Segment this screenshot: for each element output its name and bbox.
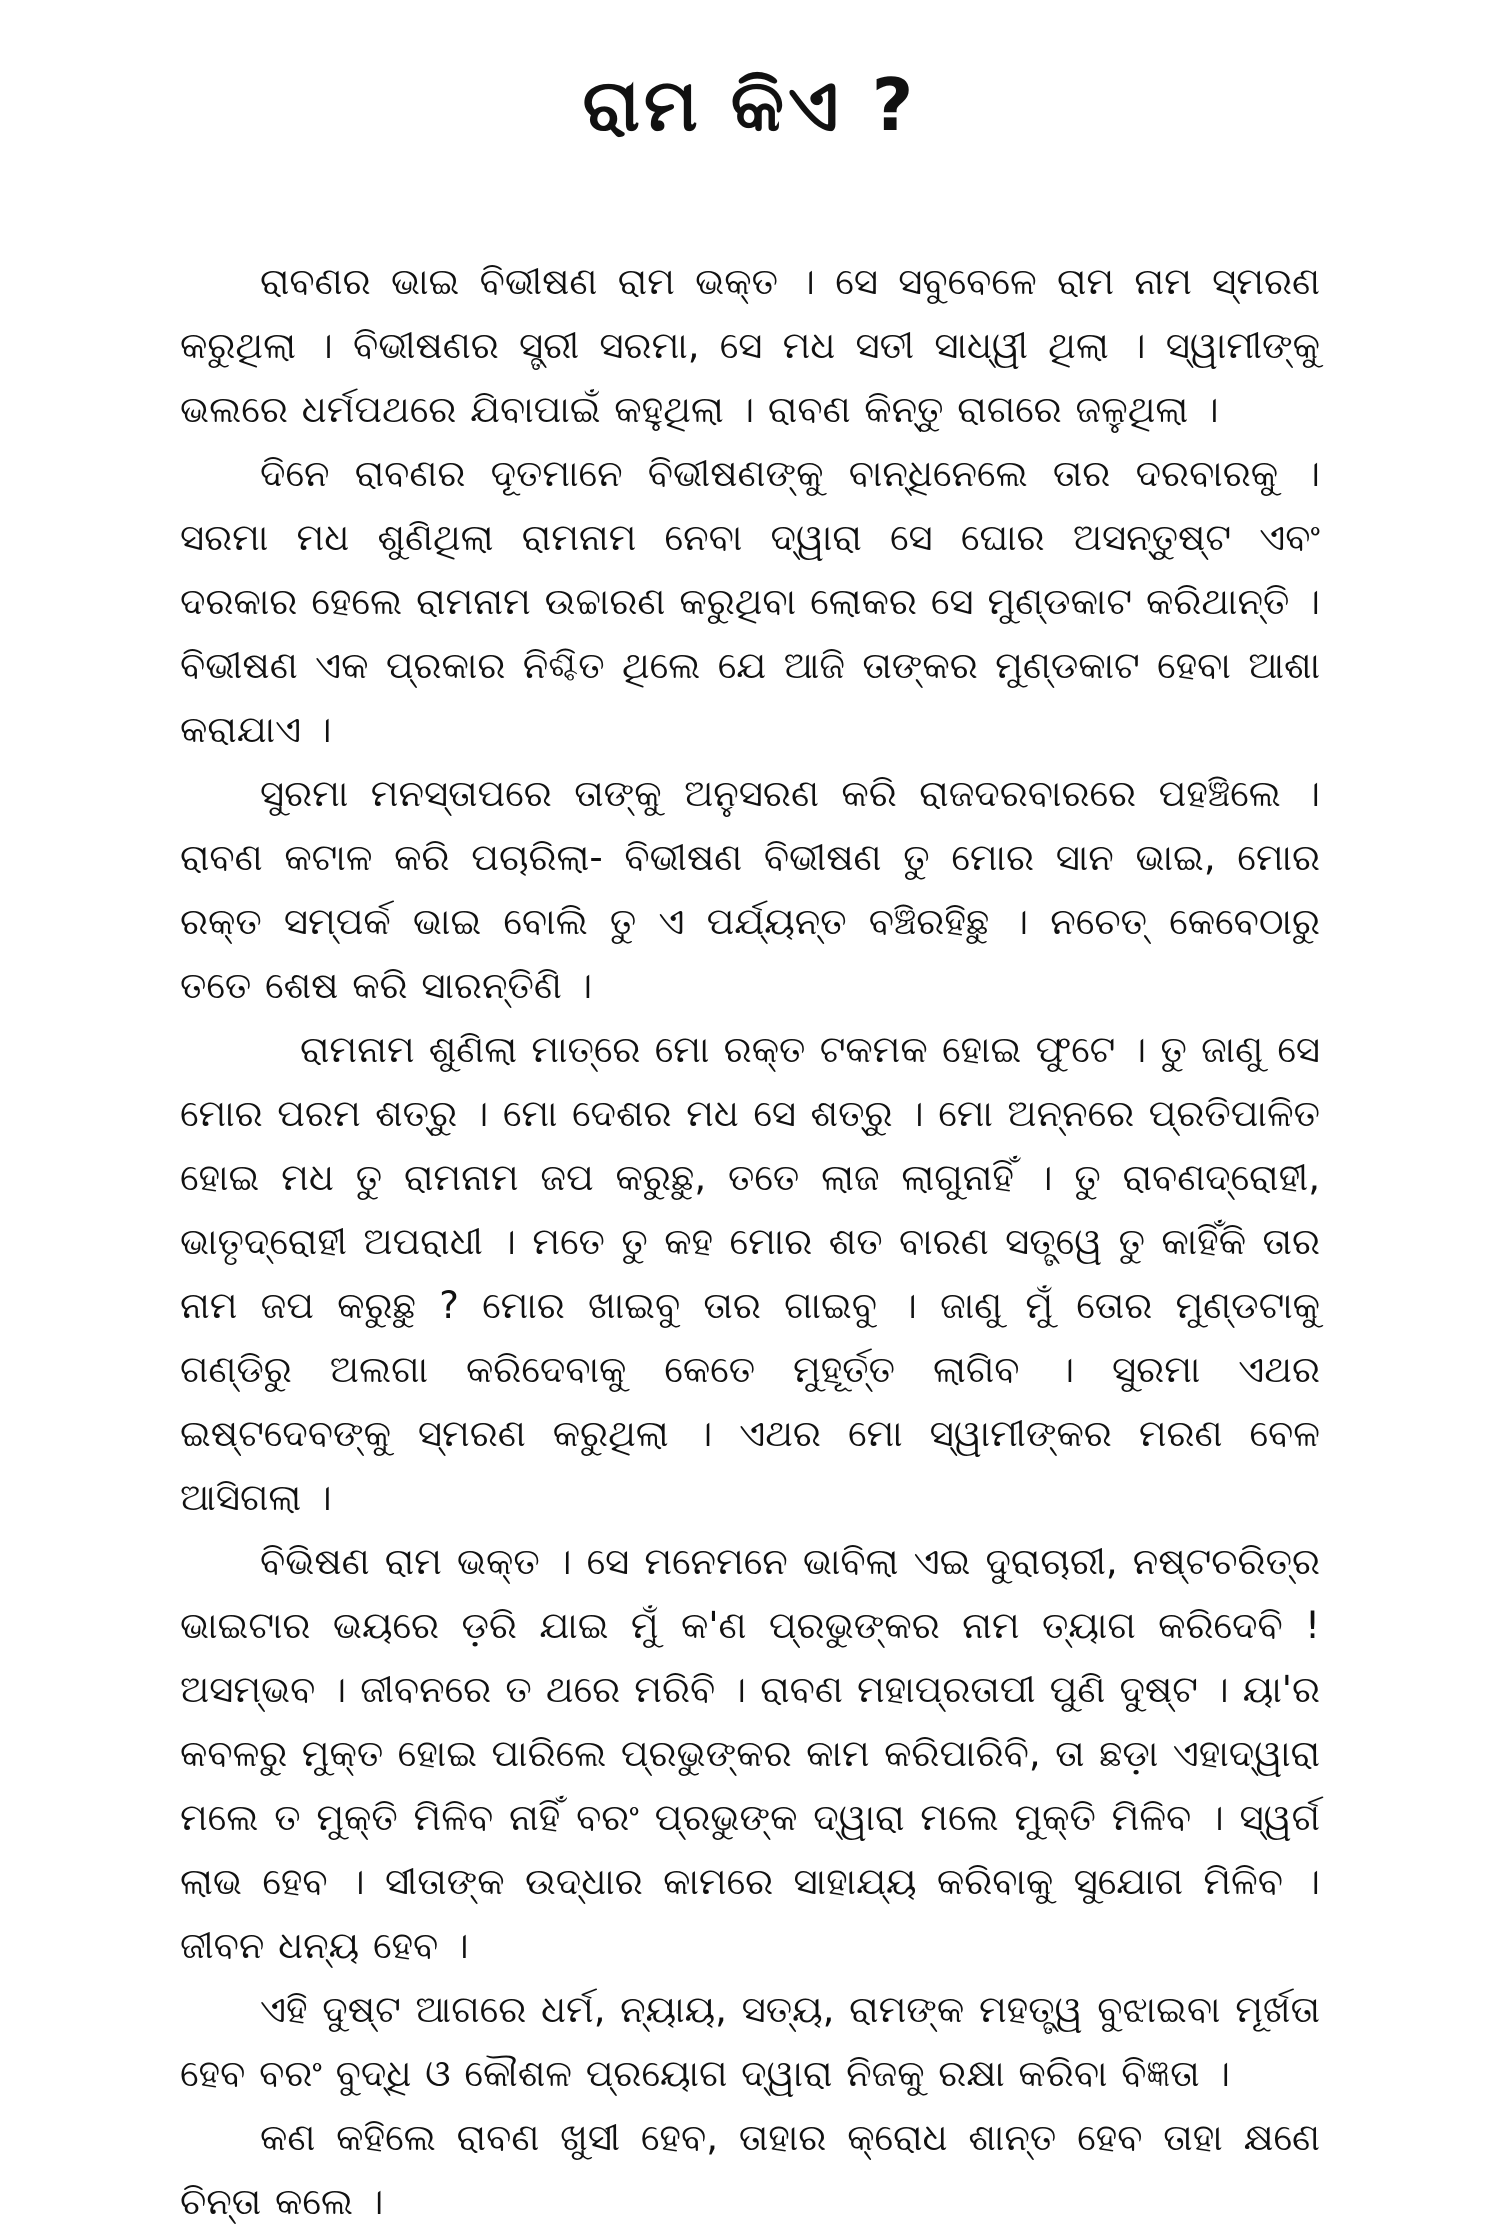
paragraph-6: ଏହି ଦୁଷ୍ଟ ଆଗରେ ଧର୍ମ, ନ୍ୟାୟ, ସତ୍ୟ, ରାମଙ୍କ ମହତ୍ତ୍ୱ ବୁଝାଇବା ମୂର୍ଖତା ହେବ ବରଂ ବୁଦ୍ଧି ଓ କୌଶଳ ପ୍ରୟୋଗ ଦ୍ୱାରା ନିଜକୁ ରକ୍ଷା କରିବା ବିଜ୍ଞତା ।: [180, 1988, 1320, 2095]
paragraph-2: ଦିନେ ରାବଣର ଦୂତମାନେ ବିଭୀଷଣଙ୍କୁ ବାନ୍ଧିନେଲେ ତାର ଦରବାରକୁ । ସରମା ମଧ ଶୁଣିଥିଲା ରାମନାମ ନେବା ଦ୍ୱାରା ସେ ଘୋର ଅସନ୍ତୁଷ୍ଟ ଏବଂ ଦରକାର ହେଲେ ରାମନାମ ଉଚ୍ଚାରଣ କରୁଥିବା ଲୋକର ସେ ମୁଣ୍ଡକାଟ କରିଥାନ୍ତି । ବିଭୀଷଣ ଏକ ପ୍ରକାର ନିଶ୍ଚିତ ଥିଲେ ଯେ ଆଜି ତାଙ୍କର ମୁଣ୍ଡକାଟ ହେବା ଆଶା କରାଯାଏ ।: [180, 452, 1320, 751]
paragraph-5: ବିଭିଷଣ ରାମ ଭକ୍ତ । ସେ ମନେମନେ ଭାବିଲା ଏଇ ଦୁରାଚାରୀ, ନଷ୍ଟଚରିତ୍ର ଭାଇଟାର ଭୟରେ ଡ଼ରି ଯାଇ ମୁଁ କ'ଣ ପ୍ରଭୁଙ୍କର ନାମ ତ୍ୟାଗ କରିଦେବି ! ଅସମ୍ଭବ । ଜୀବନରେ ତ ଥରେ ମରିବି । ରାବଣ ମହାପ୍ରତାପୀ ପୁଣି ଦୁଷ୍ଟ । ୟା'ର କବଳରୁ ମୁକ୍ତ ହୋଇ ପାରିଲେ ପ୍ରଭୁଙ୍କର କାମ କରିପାରିବି, ତା ଛଡ଼ା ଏହାଦ୍ୱାରା ମଲେ ତ ମୁକ୍ତି ମିଳିବ ନାହିଁ ବରଂ ପ୍ରଭୁଙ୍କ ଦ୍ୱାରା ମଲେ ମୁକ୍ତି ମିଳିବ । ସ୍ୱର୍ଗ ଲାଭ ହେବ । ସୀତାଙ୍କ ଉଦ୍ଧାର କାମରେ ସାହାଯ୍ୟ କରିବାକୁ ସୁଯୋଗ ମିଳିବ । ଜୀବନ ଧନ୍ୟ ହେବ ।: [180, 1540, 1320, 1967]
page-title: ରାମ କିଏ ?: [582, 63, 918, 147]
paragraph-1: ରାବଣର ଭାଇ ବିଭୀଷଣ ରାମ ଭକ୍ତ । ସେ ସବୁବେଳେ ରାମ ନାମ ସ୍ମରଣ କରୁଥିଲା । ବିଭୀଷଣର ସ୍ତ୍ରୀ ସରମା, ସେ ମଧ ସତୀ ସାଧ୍ୱୀ ଥିଲା । ସ୍ୱାମୀଙ୍କୁ ଭଲରେ ଧର୍ମପଥରେ ଯିବାପାଇଁ କହୁଥିଲା । ରାବଣ କିନ୍ତୁ ରାଗରେ ଜଳୁଥିଲା ।: [180, 260, 1320, 431]
paragraph-4: ରାମନାମ ଶୁଣିଲା ମାତ୍ରେ ମୋ ରକ୍ତ ଟକମକ ହୋଇ ଫୁଟେ । ତୁ ଜାଣୁ ସେ ମୋର ପରମ ଶତ୍ରୁ । ମୋ ଦେଶର ମଧ ସେ ଶତ୍ରୁ । ମୋ ଅନ୍ନରେ ପ୍ରତିପାଳିତ ହୋଇ ମଧ ତୁ ରାମନାମ ଜପ କରୁଛୁ, ତତେ ଲାଜ ଲାଗୁନାହିଁ । ତୁ ରାବଣଦ୍ରୋହୀ, ଭାତୃଦ୍ରୋହୀ ଅପରାଧୀ । ମତେ ତୁ କହ ମୋର ଶତ ବାରଣ ସତ୍ତ୍ୱେ ତୁ କାହିଁକି ତାର ନାମ ଜପ କରୁଛୁ ? ମୋର ଖାଇବୁ ତାର ଗାଇବୁ । ଜାଣୁ ମୁଁ ତୋର ମୁଣ୍ଡଟାକୁ ଗଣ୍ଡିରୁ ଅଲଗା କରିଦେବାକୁ କେତେ ମୁହୂର୍ତ୍ତ ଲାଗିବ । ସୁରମା ଏଥର ଇଷ୍ଟଦେବଙ୍କୁ ସ୍ମରଣ କରୁଥିଲା । ଏଥର ମୋ ସ୍ୱାମୀଙ୍କର ମରଣ ବେଳ ଆସିଗଲା ।: [180, 1028, 1320, 1519]
paragraph-3: ସୁରମା ମନସ୍ତାପରେ ତାଙ୍କୁ ଅନୁସରଣ କରି ରାଜଦରବାରରେ ପହଞ୍ଚିଲେ । ରାବଣ କଟାଳ କରି ପଚାରିଲା- ବିଭୀଷଣ ବିଭୀଷଣ ତୁ ମୋର ସାନ ଭାଇ, ମୋର ରକ୍ତ ସମ୍ପର୍କ ଭାଇ ବୋଲି ତୁ ଏ ପର୍ଯ୍ୟନ୍ତ ବଞ୍ଚିରହିଛୁ । ନଚେତ୍ କେବେଠାରୁ ତତେ ଶେଷ କରି ସାରନ୍ତିଣି ।: [180, 772, 1320, 1007]
paragraph-7: କଣ କହିଲେ ରାବଣ ଖୁସୀ ହେବ, ତାହାର କ୍ରୋଧ ଶାନ୍ତ ହେବ ତାହା କ୍ଷଣେ ଚିନ୍ତା କଲେ ।: [180, 2116, 1320, 2223]
